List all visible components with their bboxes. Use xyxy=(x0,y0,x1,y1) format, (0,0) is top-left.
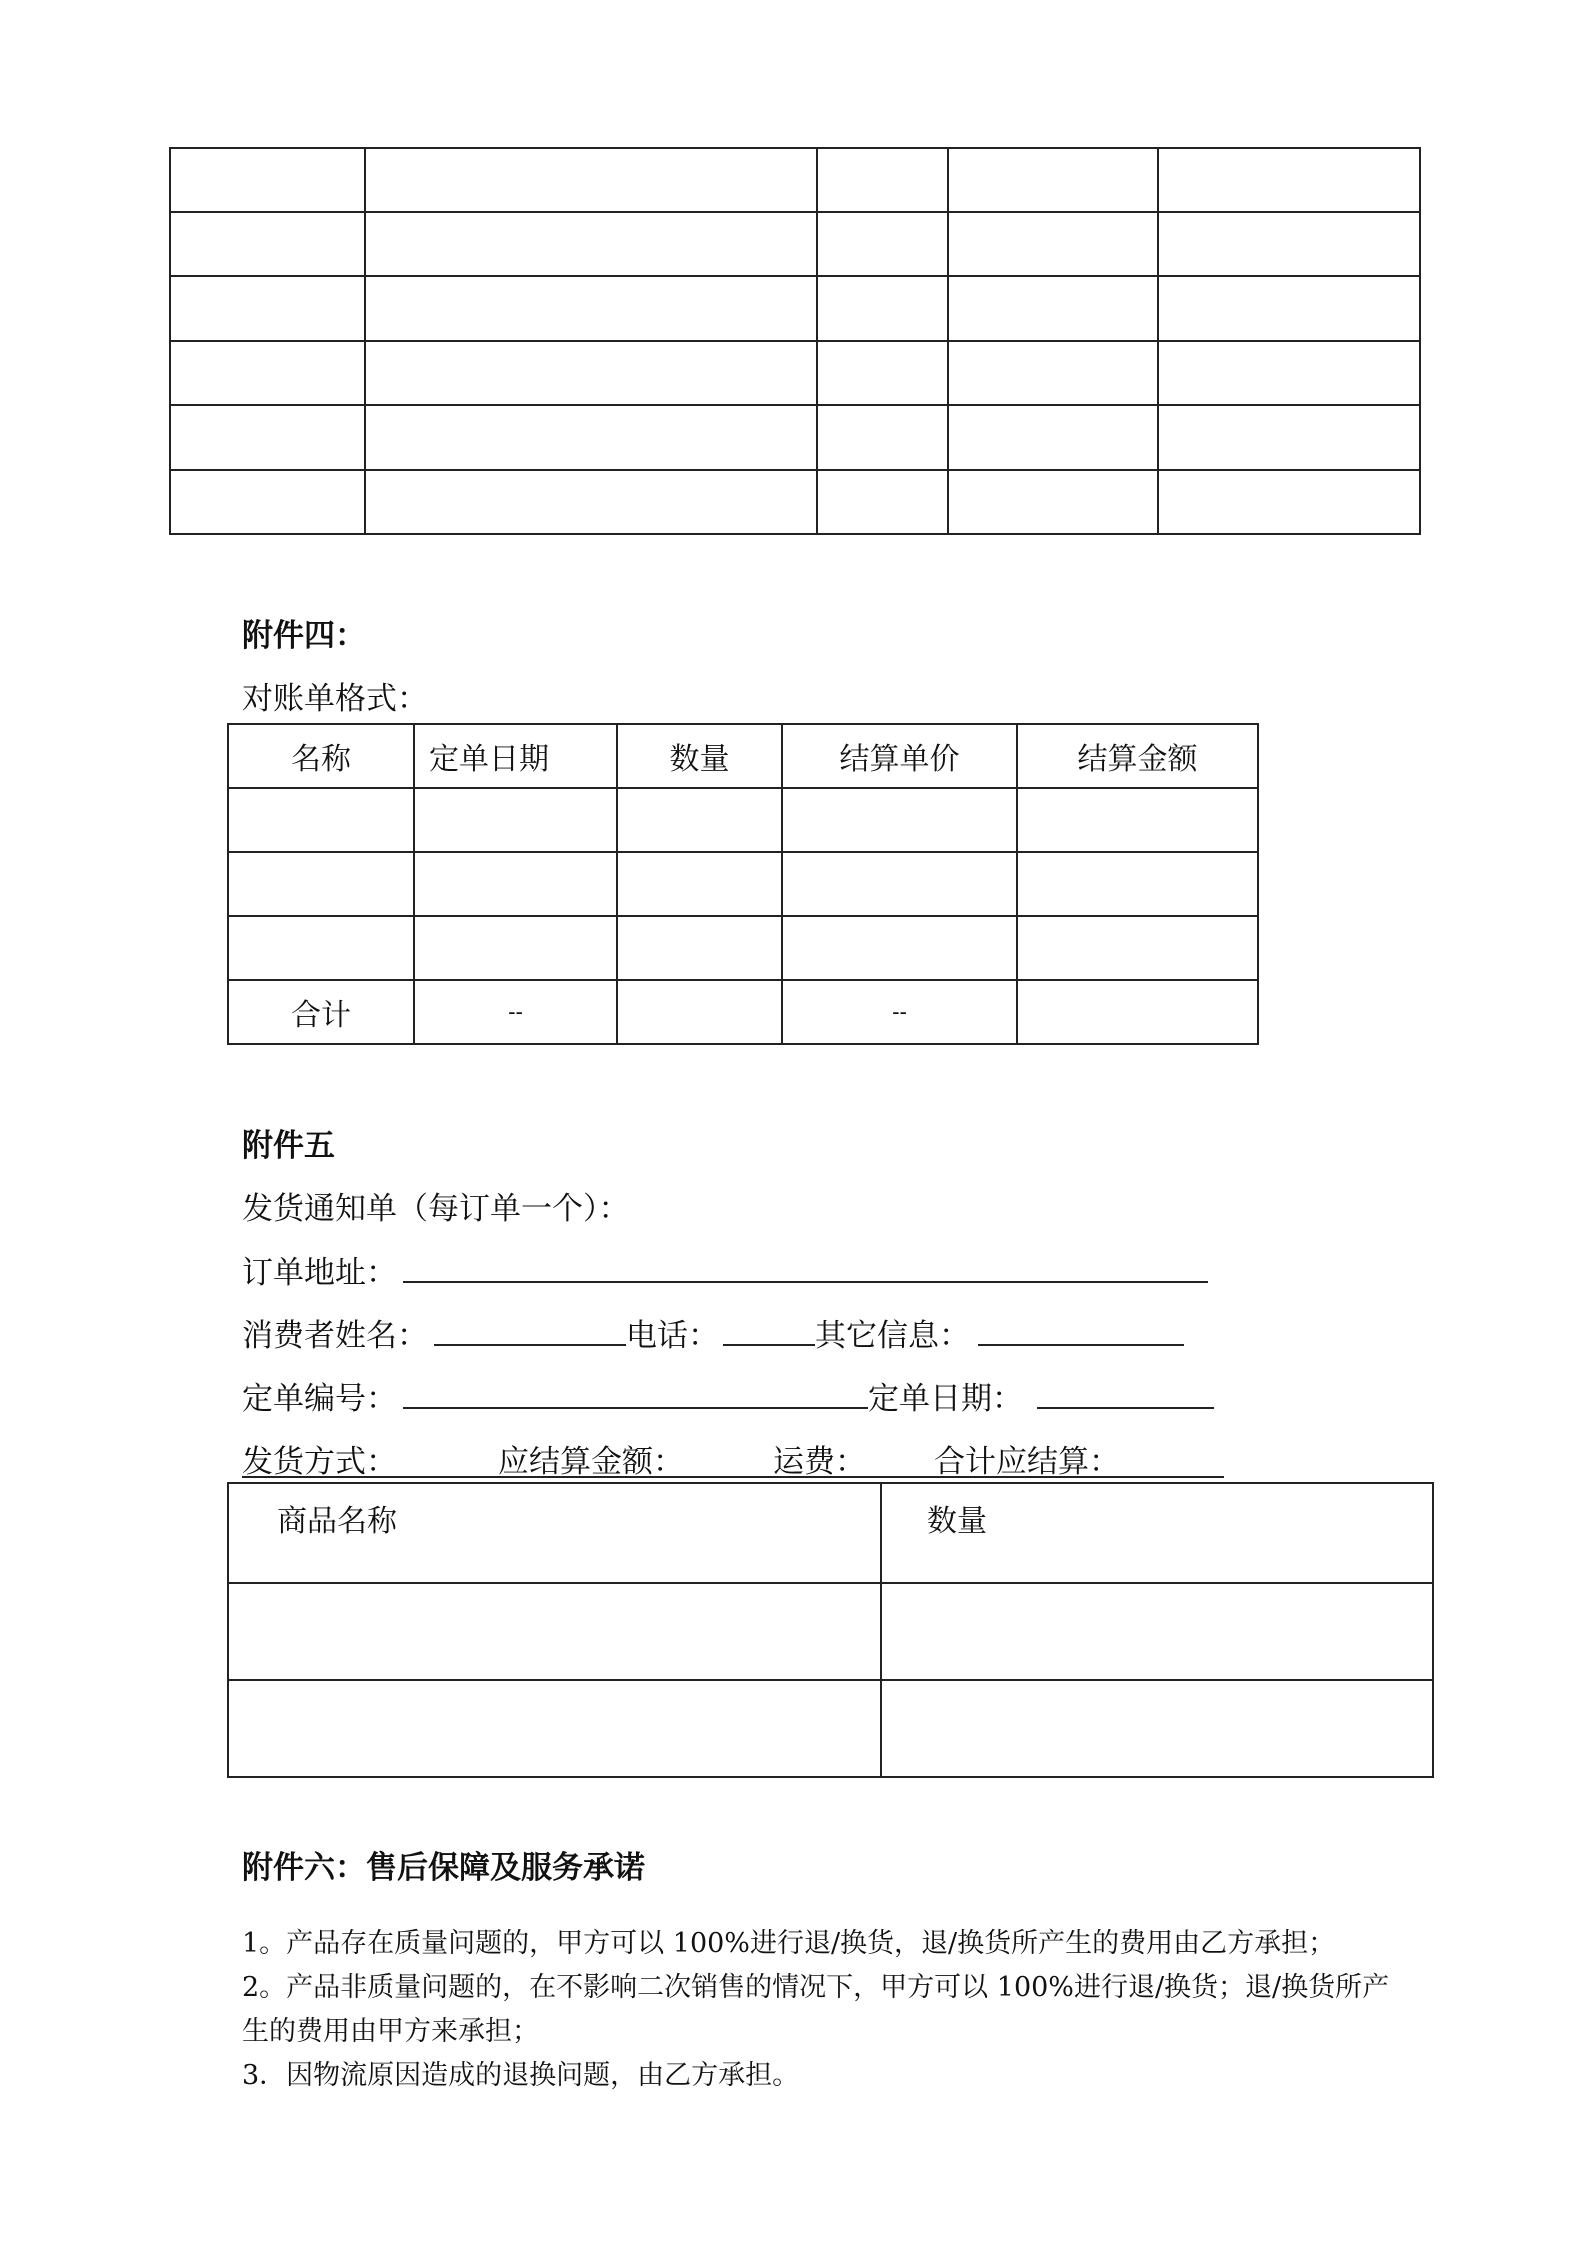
table-row xyxy=(228,788,1258,852)
table-row xyxy=(228,1680,1433,1777)
order-date-field[interactable] xyxy=(1037,1377,1214,1409)
table-row xyxy=(170,148,1420,212)
shipping-method-label: 发货方式： xyxy=(242,1444,397,1480)
consumer-info-line xyxy=(242,1310,1184,1355)
table-header-row xyxy=(228,724,1258,788)
annex4-subheading: 对账单格式： xyxy=(242,681,428,717)
order-number-label: 定单编号： xyxy=(242,1381,397,1417)
total-label: 合计 xyxy=(228,980,414,1044)
header-quantity: 数量 xyxy=(617,724,782,788)
table-row xyxy=(170,470,1420,534)
dash-cell: -- xyxy=(782,980,1017,1044)
annex6-heading: 附件六：售后保障及服务承诺 xyxy=(242,1850,645,1886)
annex6-item-2: 2。产品非质量问题的，在不影响二次销售的情况下，甲方可以 100%进行退/换货；退/换货所产 xyxy=(242,1972,1390,2003)
order-number-line xyxy=(242,1373,1214,1418)
order-address-field[interactable] xyxy=(403,1251,1208,1283)
total-row xyxy=(228,980,1258,1044)
header-name: 名称 xyxy=(228,724,414,788)
header-amount: 结算金额 xyxy=(1017,724,1258,788)
settle-amount-label: 应结算金额： xyxy=(498,1444,684,1480)
other-info-label: 其它信息： xyxy=(815,1318,970,1354)
other-info-field[interactable] xyxy=(978,1314,1184,1346)
order-date-label: 定单日期： xyxy=(868,1381,1023,1417)
phone-field[interactable] xyxy=(723,1314,815,1346)
order-address-line xyxy=(242,1247,1208,1292)
table-header-row xyxy=(228,1483,1433,1583)
freight-label: 运费： xyxy=(773,1444,866,1480)
table-row xyxy=(228,1583,1433,1680)
order-number-field[interactable] xyxy=(403,1377,868,1409)
dash-cell: -- xyxy=(414,980,617,1044)
total-settle-label: 合计应结算： xyxy=(934,1444,1120,1480)
phone-label: 电话： xyxy=(626,1318,719,1354)
table-row xyxy=(228,916,1258,980)
header-product-name: 商品名称 xyxy=(228,1483,881,1583)
shipping-line xyxy=(242,1436,1224,1478)
delivery-table xyxy=(227,1482,1434,1778)
consumer-name-label: 消费者姓名： xyxy=(242,1318,428,1354)
table-row xyxy=(228,852,1258,916)
annex6-body xyxy=(242,1922,1422,2098)
table-row xyxy=(170,212,1420,276)
annex5-subheading: 发货通知单（每订单一个）： xyxy=(242,1191,630,1227)
header-unit-price: 结算单价 xyxy=(782,724,1017,788)
annex5-heading: 附件五 xyxy=(242,1128,335,1164)
annex4-heading: 附件四： xyxy=(242,618,366,654)
order-address-label: 订单地址： xyxy=(242,1255,397,1291)
table-row xyxy=(170,276,1420,341)
table-row xyxy=(170,405,1420,470)
table-row xyxy=(170,341,1420,405)
annex6-item-1: 1。产品存在质量问题的，甲方可以 100%进行退/换货，退/换货所产生的费用由乙方承担； xyxy=(242,1928,1336,1959)
top-blank-table xyxy=(169,147,1421,535)
header-order-date: 定单日期 xyxy=(414,724,617,788)
consumer-name-field[interactable] xyxy=(434,1314,626,1346)
annex6-item-2-cont: 生的费用由甲方来承担； xyxy=(242,2016,539,2047)
annex6-item-3: 3．因物流原因造成的退换问题，由乙方承担。 xyxy=(242,2060,800,2091)
header-quantity: 数量 xyxy=(881,1483,1433,1583)
statement-table xyxy=(227,723,1259,1045)
